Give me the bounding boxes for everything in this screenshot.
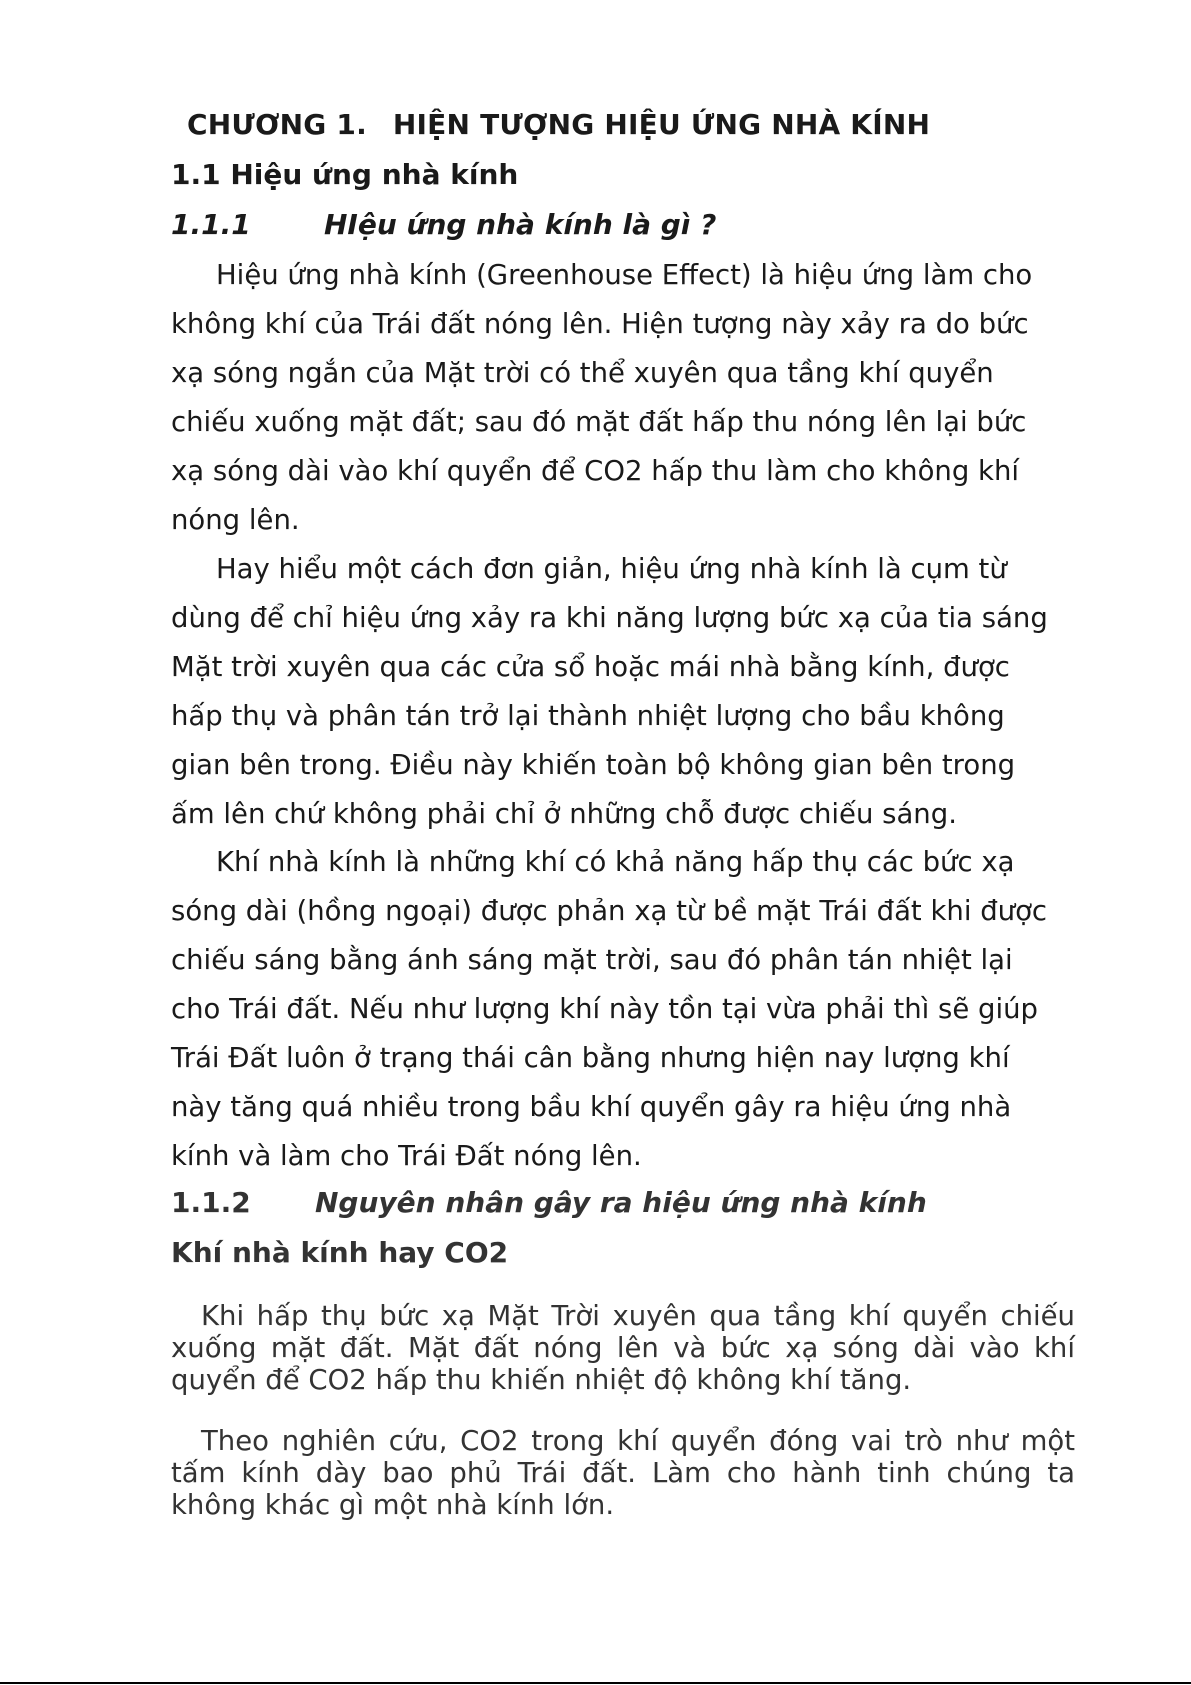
text-line: ấm lên chứ không phải chỉ ở những chỗ được chiếu sáng. <box>171 798 957 830</box>
text-line: tấm kính dày bao phủ Trái đất. Làm cho hành tinh chúng ta <box>171 1457 1075 1489</box>
text-line: Trái Đất luôn ở trạng thái cân bằng nhưng hiện nay lượng khí <box>171 1042 1010 1074</box>
text-line: kính và làm cho Trái Đất nóng lên. <box>171 1140 642 1172</box>
text-line: Theo nghiên cứu, CO2 trong khí quyển đóng vai trò như một <box>201 1425 1075 1457</box>
text-line: chiếu xuống mặt đất; sau đó mặt đất hấp thu nóng lên lại bức <box>171 406 1027 438</box>
paragraph <box>171 251 1091 545</box>
chapter-number: CHƯƠNG 1. <box>187 108 367 141</box>
text-line: chiếu sáng bằng ánh sáng mặt trời, sau đó phân tán nhiệt lại <box>171 944 1013 976</box>
section-number: 1.1.1 <box>171 208 251 241</box>
text-line: hấp thụ và phân tán trở lại thành nhiệt lượng cho bầu không <box>171 700 1005 732</box>
text-line: Mặt trời xuyên qua các cửa sổ hoặc mái nhà bằng kính, được <box>171 651 1010 683</box>
text-line: gian bên trong. Điều này khiến toàn bộ không gian bên trong <box>171 749 1016 781</box>
paragraph <box>171 838 1091 1181</box>
text-line: dùng để chỉ hiệu ứng xảy ra khi năng lượng bức xạ của tia sáng <box>171 602 1048 634</box>
section-heading-1-1-1 <box>171 208 717 241</box>
text-line: xuống mặt đất. Mặt đất nóng lên và bức xạ sóng dài vào khí <box>171 1332 1075 1364</box>
page-bottom-rule <box>0 1682 1191 1684</box>
subsection-heading: Khí nhà kính hay CO2 <box>171 1236 509 1269</box>
paragraph <box>171 545 1091 839</box>
chapter-heading <box>187 108 930 141</box>
section-heading-1-1: 1.1 Hiệu ứng nhà kính <box>171 158 519 191</box>
text-line: quyển để CO2 hấp thu khiến nhiệt độ không khí tăng. <box>171 1364 912 1396</box>
section-number: 1.1.2 <box>171 1186 251 1219</box>
text-line: Khi hấp thụ bức xạ Mặt Trời xuyên qua tầng khí quyển chiếu <box>201 1300 1075 1332</box>
section-heading-1-1-2 <box>171 1186 927 1219</box>
text-line: nóng lên. <box>171 504 300 536</box>
text-line: xạ sóng dài vào khí quyển để CO2 hấp thu làm cho không khí <box>171 455 1020 487</box>
text-line: này tăng quá nhiều trong bầu khí quyển gây ra hiệu ứng nhà <box>171 1091 1012 1123</box>
text-line: xạ sóng ngắn của Mặt trời có thể xuyên qua tầng khí quyển <box>171 357 994 389</box>
text-line: cho Trái đất. Nếu như lượng khí này tồn tại vừa phải thì sẽ giúp <box>171 993 1039 1025</box>
text-line: Hiệu ứng nhà kính (Greenhouse Effect) là hiệu ứng làm cho <box>216 259 1033 291</box>
chapter-title: HIỆN TƯỢNG HIỆU ỨNG NHÀ KÍNH <box>392 108 931 141</box>
text-line: Hay hiểu một cách đơn giản, hiệu ứng nhà kính là cụm từ <box>216 553 1007 585</box>
section-title: Nguyên nhân gây ra hiệu ứng nhà kính <box>315 1186 927 1219</box>
section-title: HIệu ứng nhà kính là gì ? <box>324 208 717 241</box>
paragraph <box>171 1425 1075 1521</box>
paragraph <box>171 1300 1075 1396</box>
text-line: không khác gì một nhà kính lớn. <box>171 1489 615 1521</box>
text-line: sóng dài (hồng ngoại) được phản xạ từ bề mặt Trái đất khi được <box>171 895 1048 927</box>
text-line: Khí nhà kính là những khí có khả năng hấp thụ các bức xạ <box>216 846 1015 878</box>
text-line: không khí của Trái đất nóng lên. Hiện tượng này xảy ra do bức <box>171 308 1029 340</box>
